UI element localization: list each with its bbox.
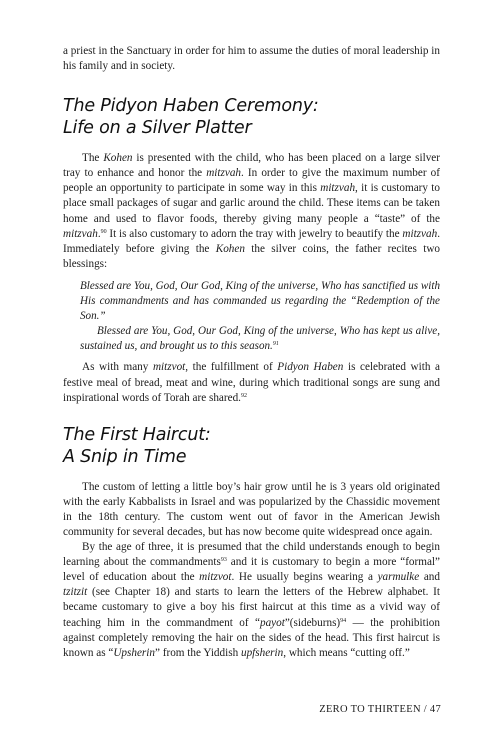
running-footer: ZERO TO THIRTEEN / 47 [319,704,441,715]
page-body [63,44,440,661]
heading-line-1: The First Haircut: [63,424,211,445]
footnote-ref: 90 [100,228,107,235]
paragraph-age-three: By the age of three, it is presumed that the child understands enough to begin learning about the commandments$^{93}$ and it is customary to begin a more “formal” level of education about the mitzvot. He usually begins wearing a yarmulke and tzitzit (see Chapter 18) and starts to learn the letters of the Hebrew alphabet. It became customary to give a boy his first haircut at this time as a vivid way of teaching him in the commandment of “payot”(sideburns)$^{94}$ — the prohibition against completely removing the hair on the sides of the head. This first haircut is known as “Upsherin” from the Yiddish upfsherin, which means “cutting off.” [63,541,440,659]
section-heading-pidyon-haben [63,95,440,139]
footnote-ref: 92 [240,392,247,399]
blessings-quote [80,279,440,354]
section-heading-first-haircut [63,424,440,468]
footnote-ref: 93 [220,557,227,564]
paragraph-kohen-tray: The Kohen is presented with the child, who has been placed on a large silver tray to enhance and honor the mitzvah. In order to give the maximum number of people an opportunity to participate in some way in this mitzvah, it is customary to place small packages of sugar and garlic around the child. These items can be taken home and used to flavor foods, thereby giving many people a “taste” of the mitzvah.$^{90}$ It is also customary to adorn the tray with jewelry to beautify the mitzvah. Immediately before giving the Kohen the silver coins, the father recites two blessings: [63,152,440,270]
paragraph-festive-meal: As with many mitzvot, the fulfillment of Pidyon Haben is celebrated with a festive meal of bread, meat and wine, during which traditional songs are sung and inspirational words of Torah are shared.$^{92}$ [63,361,440,404]
intro-paragraph: a priest in the Sanctuary in order for him to assume the duties of moral leadership in his family and in society. [63,45,440,73]
footnote-ref: 94 [340,617,347,624]
heading-line-1: The Pidyon Haben Ceremony: [63,96,319,117]
footnote-ref: 91 [272,341,279,348]
paragraph-haircut-custom: The custom of letting a little boy’s hair grow until he is 3 years old originated with the early Kabbalists in Israel and was popularized by the Chassidic movement in the 18th century. The custom went out of favor in the American Jewish community for several decades, but has now become quite widespread once again. [63,480,440,538]
blessing-shehecheyanu: Blessed are You, God, Our God, King of the universe, Who has kept us alive, sustained us, and brought us to this season.$^{91}$ [80,325,440,353]
heading-line-2: A Snip in Time [63,446,187,467]
heading-line-2: Life on a Silver Platter [63,118,252,139]
blessing-redemption: Blessed are You, God, Our God, King of the universe, Who has sanctified us with His commandments and has commanded us regarding the “Redemption of the Son.” [80,279,440,323]
